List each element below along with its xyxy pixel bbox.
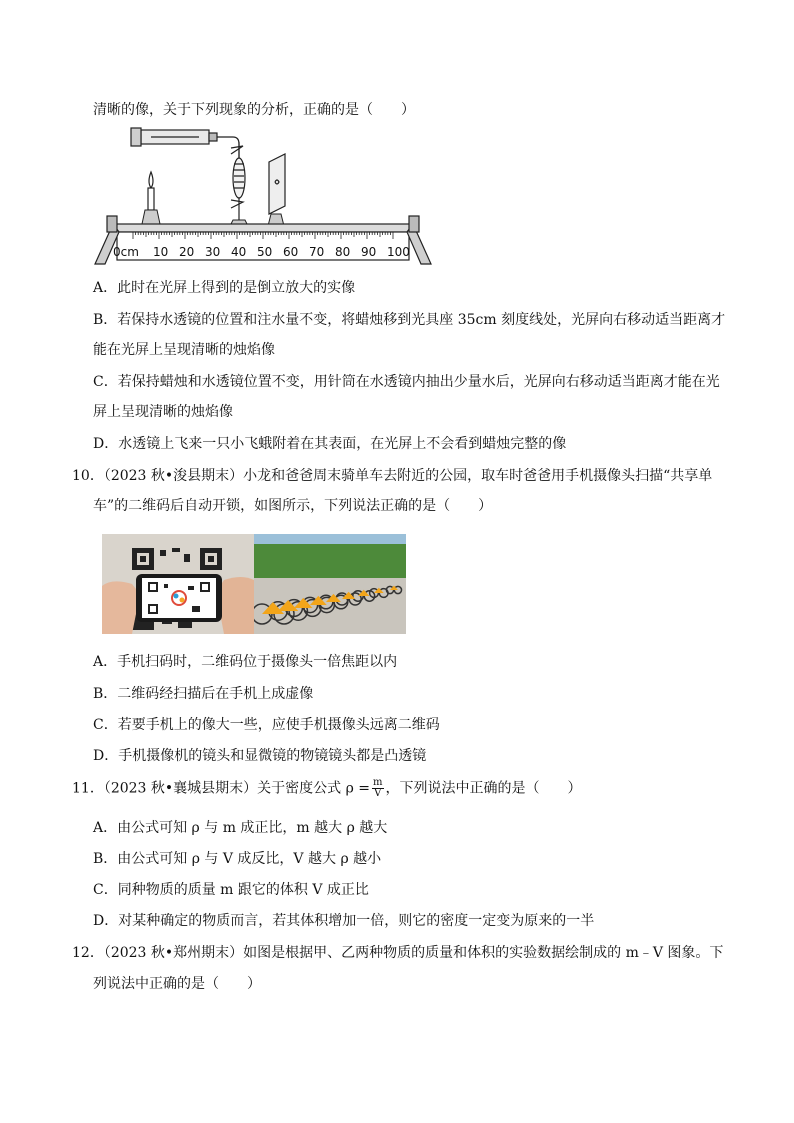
bench-tick-label: 60 bbox=[283, 245, 299, 259]
q10-option-d: D．手机摄像机的镜头和显微镜的物镜镜头都是凸透镜 bbox=[93, 748, 427, 764]
q12-stem-line1: 12．（2023 秋•郑州期末）如图是根据甲、乙两种物质的质量和体积的实验数据绘制成的 m﹣V 图象。下 bbox=[72, 945, 724, 961]
q11-stem-prefix: 11．（2023 秋•襄城县期末）关于密度公式 ρ = bbox=[72, 780, 371, 797]
q9-option-b-cont: 能在光屏上呈现清晰的烛焰像 bbox=[93, 342, 275, 358]
q12-stem-line2: 列说法中正确的是（ ） bbox=[93, 976, 261, 992]
qr-scan-photo bbox=[102, 534, 254, 634]
bench-tick-label: 20 bbox=[179, 245, 195, 259]
q10-option-c: C．若要手机上的像大一些，应使手机摄像头远离二维码 bbox=[93, 717, 440, 733]
q11-stem-suffix: ，下列说法中正确的是（ ） bbox=[385, 780, 582, 797]
q9-option-d: D．水透镜上飞来一只小飞蛾附着在其表面，在光屏上不会看到蜡烛完整的像 bbox=[93, 436, 567, 452]
light-screen-icon bbox=[269, 154, 285, 214]
density-formula bbox=[372, 778, 383, 799]
q10-option-a: A．手机扫码时，二维码位于摄像头一倍焦距以内 bbox=[93, 654, 398, 670]
q9-option-c: C．若保持蜡烛和水透镜位置不变，用针筒在水透镜内抽出少量水后，光屏向右移动适当距离才能在光 bbox=[93, 374, 720, 390]
q10-option-b: B．二维码经扫描后在手机上成虚像 bbox=[93, 686, 314, 702]
q9-option-b: B．若保持水透镜的位置和注水量不变，将蜡烛移到光具座 35cm 刻度线处，光屏向右移动适当距离才 bbox=[93, 312, 726, 328]
bench-tick-label: 0cm bbox=[113, 245, 139, 259]
syringe-icon bbox=[131, 128, 239, 164]
q9-option-c-cont: 屏上呈现清晰的烛焰像 bbox=[93, 404, 233, 420]
bench-tick-label: 80 bbox=[335, 245, 351, 259]
q11-option-b: B．由公式可知 ρ 与 V 成反比，V 越大 ρ 越小 bbox=[93, 851, 382, 867]
optical-bench-figure bbox=[93, 124, 433, 270]
q11-option-c: C．同种物质的质量 m 跟它的体积 V 成正比 bbox=[93, 882, 369, 898]
q11-option-d: D．对某种确定的物质而言，若其体积增加一倍，则它的密度一定变为原来的一半 bbox=[93, 913, 595, 929]
candle-icon bbox=[148, 172, 154, 210]
q10-stem-line2: 车”的二维码后自动开锁，如图所示，下列说法正确的是（ ） bbox=[93, 498, 493, 514]
bench-tick-label: 30 bbox=[205, 245, 221, 259]
water-lens-icon bbox=[231, 142, 245, 220]
bench-tick-label: 10 bbox=[153, 245, 169, 259]
q9-option-a: A．此时在光屏上得到的是倒立放大的实像 bbox=[93, 280, 356, 296]
q11-stem bbox=[72, 778, 582, 799]
bench-tick-label: 50 bbox=[257, 245, 273, 259]
bench-tick-label: 100 bbox=[387, 245, 410, 259]
bench-tick-label: 70 bbox=[309, 245, 325, 259]
q9-stem-tail: 清晰的像，关于下列现象的分析，正确的是（ ） bbox=[93, 102, 415, 118]
bench-tick-label: 90 bbox=[361, 245, 377, 259]
formula-numerator: m bbox=[373, 777, 383, 788]
shared-bikes-photo bbox=[254, 534, 406, 634]
formula-denominator: V bbox=[374, 788, 382, 799]
q11-option-a: A．由公式可知 ρ 与 m 成正比，m 越大 ρ 越大 bbox=[93, 820, 388, 836]
q10-stem-line1: 10．（2023 秋•浚县期末）小龙和爸爸周末骑单车去附近的公园，取车时爸爸用手机摄像头扫描“共享单 bbox=[72, 468, 713, 484]
bench-tick-label: 40 bbox=[231, 245, 247, 259]
